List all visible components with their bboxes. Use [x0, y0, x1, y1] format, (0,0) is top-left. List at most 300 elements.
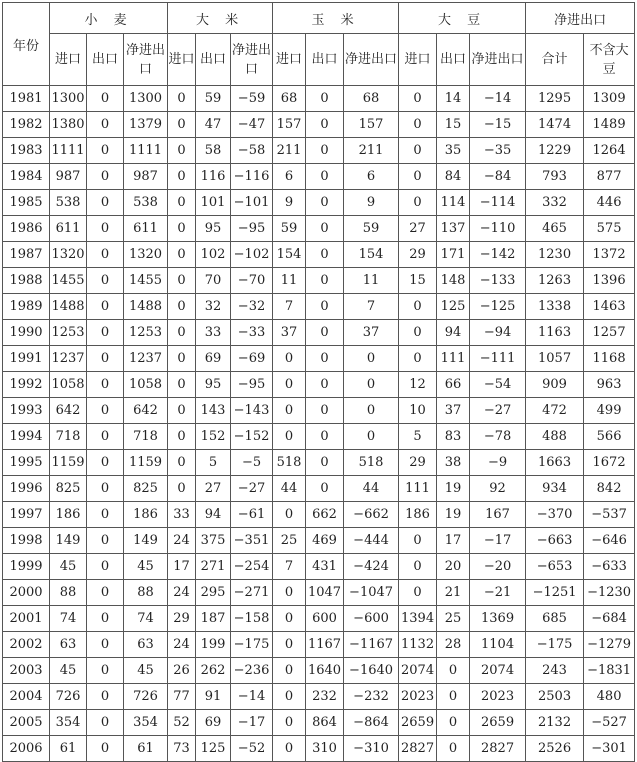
value-cell: 469: [306, 528, 344, 554]
value-cell: 877: [584, 164, 635, 190]
value-cell: 1488: [124, 294, 168, 320]
value-cell: 1163: [526, 320, 584, 346]
value-cell: −9: [470, 450, 526, 476]
value-cell: −351: [231, 528, 273, 554]
value-cell: −32: [231, 294, 273, 320]
value-cell: 21: [437, 580, 470, 606]
value-cell: 0: [168, 268, 196, 294]
value-cell: 987: [124, 164, 168, 190]
value-cell: 17: [168, 554, 196, 580]
value-cell: 0: [273, 606, 306, 632]
value-cell: 44: [344, 476, 399, 502]
value-cell: 0: [306, 190, 344, 216]
value-cell: −864: [344, 710, 399, 736]
value-cell: 102: [196, 242, 231, 268]
value-cell: 864: [306, 710, 344, 736]
value-cell: 0: [273, 502, 306, 528]
value-cell: 111: [437, 346, 470, 372]
value-cell: −310: [344, 736, 399, 762]
value-cell: 0: [87, 710, 124, 736]
header-year: 年份: [3, 3, 50, 86]
value-cell: −1167: [344, 632, 399, 658]
value-cell: −61: [231, 502, 273, 528]
value-cell: 0: [87, 580, 124, 606]
value-cell: 0: [399, 190, 437, 216]
value-cell: 0: [87, 294, 124, 320]
value-cell: −1047: [344, 580, 399, 606]
value-cell: 611: [124, 216, 168, 242]
value-cell: 1168: [584, 346, 635, 372]
value-cell: 91: [196, 684, 231, 710]
value-cell: 0: [306, 242, 344, 268]
value-cell: 0: [87, 86, 124, 112]
year-cell: 1993: [3, 398, 50, 424]
value-cell: 45: [124, 658, 168, 684]
value-cell: 157: [344, 112, 399, 138]
value-cell: 1309: [584, 86, 635, 112]
value-cell: −27: [231, 476, 273, 502]
value-cell: −47: [231, 112, 273, 138]
table-row: [3, 476, 635, 502]
value-cell: 59: [196, 86, 231, 112]
value-cell: 0: [399, 528, 437, 554]
value-cell: −54: [470, 372, 526, 398]
value-cell: 0: [168, 190, 196, 216]
value-cell: 58: [196, 138, 231, 164]
value-cell: −95: [231, 216, 273, 242]
value-cell: −254: [231, 554, 273, 580]
header-rice: 大 米: [168, 3, 273, 34]
value-cell: −70: [231, 268, 273, 294]
value-cell: 0: [168, 450, 196, 476]
grain-trade-table: [2, 2, 635, 762]
value-cell: −684: [584, 606, 635, 632]
year-cell: 1997: [3, 502, 50, 528]
value-cell: 77: [168, 684, 196, 710]
table-row: [3, 580, 635, 606]
table-row: [3, 294, 635, 320]
value-cell: 1253: [50, 320, 87, 346]
value-cell: 0: [306, 294, 344, 320]
value-cell: 0: [306, 398, 344, 424]
value-cell: −653: [526, 554, 584, 580]
value-cell: 25: [273, 528, 306, 554]
value-cell: −1230: [584, 580, 635, 606]
value-cell: 600: [306, 606, 344, 632]
value-cell: 1489: [584, 112, 635, 138]
value-cell: −175: [526, 632, 584, 658]
value-cell: −301: [584, 736, 635, 762]
value-cell: 37: [344, 320, 399, 346]
year-cell: 2000: [3, 580, 50, 606]
subheader-wheat-import: 进口: [50, 34, 87, 86]
value-cell: −69: [231, 346, 273, 372]
value-cell: 0: [273, 710, 306, 736]
value-cell: −17: [470, 528, 526, 554]
value-cell: 0: [306, 346, 344, 372]
value-cell: 0: [87, 684, 124, 710]
table-row: [3, 528, 635, 554]
value-cell: −5: [231, 450, 273, 476]
value-cell: 538: [50, 190, 87, 216]
value-cell: 35: [437, 138, 470, 164]
value-cell: 0: [273, 372, 306, 398]
table-row: [3, 658, 635, 684]
value-cell: 1159: [124, 450, 168, 476]
value-cell: −20: [470, 554, 526, 580]
value-cell: 0: [168, 294, 196, 320]
value-cell: −52: [231, 736, 273, 762]
value-cell: 488: [526, 424, 584, 450]
table-row: [3, 164, 635, 190]
value-cell: 94: [196, 502, 231, 528]
value-cell: 0: [87, 138, 124, 164]
value-cell: 25: [437, 606, 470, 632]
value-cell: 59: [273, 216, 306, 242]
value-cell: 0: [399, 294, 437, 320]
table-row: [3, 346, 635, 372]
value-cell: 0: [87, 606, 124, 632]
value-cell: −646: [584, 528, 635, 554]
table-row: [3, 606, 635, 632]
value-cell: 9: [273, 190, 306, 216]
year-cell: 2001: [3, 606, 50, 632]
year-cell: 1987: [3, 242, 50, 268]
year-cell: 1991: [3, 346, 50, 372]
value-cell: 0: [344, 346, 399, 372]
value-cell: 171: [437, 242, 470, 268]
value-cell: 7: [273, 554, 306, 580]
subheader-corn-import: 进口: [273, 34, 306, 86]
subheader-soy-net: 净进出口: [470, 34, 526, 86]
value-cell: 15: [399, 268, 437, 294]
table-row: [3, 138, 635, 164]
value-cell: 63: [50, 632, 87, 658]
value-cell: 5: [399, 424, 437, 450]
table-row: [3, 710, 635, 736]
value-cell: 1264: [584, 138, 635, 164]
value-cell: 1300: [124, 86, 168, 112]
value-cell: −111: [470, 346, 526, 372]
value-cell: 2827: [399, 736, 437, 762]
value-cell: 1369: [470, 606, 526, 632]
value-cell: −175: [231, 632, 273, 658]
value-cell: 1380: [50, 112, 87, 138]
year-cell: 1999: [3, 554, 50, 580]
value-cell: −232: [344, 684, 399, 710]
value-cell: 1253: [124, 320, 168, 346]
year-cell: 1992: [3, 372, 50, 398]
value-cell: 24: [168, 632, 196, 658]
value-cell: −537: [584, 502, 635, 528]
value-cell: 199: [196, 632, 231, 658]
value-cell: 95: [196, 216, 231, 242]
value-cell: 480: [584, 684, 635, 710]
value-cell: 5: [196, 450, 231, 476]
value-cell: −370: [526, 502, 584, 528]
value-cell: 186: [50, 502, 87, 528]
value-cell: 28: [437, 632, 470, 658]
value-cell: 0: [87, 658, 124, 684]
value-cell: 0: [87, 450, 124, 476]
value-cell: −33: [231, 320, 273, 346]
value-cell: −271: [231, 580, 273, 606]
value-cell: 842: [584, 476, 635, 502]
value-cell: −95: [231, 372, 273, 398]
value-cell: 2023: [399, 684, 437, 710]
value-cell: 74: [50, 606, 87, 632]
subheader-wheat-export: 出口: [87, 34, 124, 86]
value-cell: −27: [470, 398, 526, 424]
subheader-corn-net: 净进出口: [344, 34, 399, 86]
value-cell: −662: [344, 502, 399, 528]
value-cell: 1104: [470, 632, 526, 658]
year-cell: 1985: [3, 190, 50, 216]
value-cell: 7: [344, 294, 399, 320]
value-cell: 70: [196, 268, 231, 294]
value-cell: 38: [437, 450, 470, 476]
value-cell: 125: [196, 736, 231, 762]
value-cell: 211: [273, 138, 306, 164]
subheader-soy-import: 进口: [399, 34, 437, 86]
value-cell: 19: [437, 502, 470, 528]
value-cell: 1229: [526, 138, 584, 164]
value-cell: 446: [584, 190, 635, 216]
value-cell: −15: [470, 112, 526, 138]
value-cell: 9: [344, 190, 399, 216]
value-cell: 0: [344, 372, 399, 398]
header-wheat: 小 麦: [50, 3, 168, 34]
value-cell: −1831: [584, 658, 635, 684]
value-cell: 0: [168, 242, 196, 268]
value-cell: 0: [87, 632, 124, 658]
value-cell: 0: [87, 320, 124, 346]
value-cell: 211: [344, 138, 399, 164]
value-cell: 14: [437, 86, 470, 112]
value-cell: 0: [168, 112, 196, 138]
value-cell: 1057: [526, 346, 584, 372]
value-cell: 45: [50, 658, 87, 684]
value-cell: 934: [526, 476, 584, 502]
value-cell: 101: [196, 190, 231, 216]
value-cell: 68: [273, 86, 306, 112]
value-cell: 0: [87, 346, 124, 372]
value-cell: 2074: [470, 658, 526, 684]
value-cell: 29: [399, 242, 437, 268]
year-cell: 2002: [3, 632, 50, 658]
value-cell: 0: [273, 736, 306, 762]
value-cell: 27: [196, 476, 231, 502]
value-cell: 0: [87, 112, 124, 138]
value-cell: 63: [124, 632, 168, 658]
value-cell: 19: [437, 476, 470, 502]
year-cell: 1995: [3, 450, 50, 476]
year-cell: 1988: [3, 268, 50, 294]
value-cell: 24: [168, 528, 196, 554]
value-cell: −424: [344, 554, 399, 580]
table-row: [3, 372, 635, 398]
value-cell: 0: [306, 372, 344, 398]
value-cell: 149: [50, 528, 87, 554]
value-cell: 6: [273, 164, 306, 190]
value-cell: 0: [306, 268, 344, 294]
value-cell: 0: [87, 164, 124, 190]
value-cell: 271: [196, 554, 231, 580]
value-cell: 310: [306, 736, 344, 762]
value-cell: −78: [470, 424, 526, 450]
value-cell: 10: [399, 398, 437, 424]
value-cell: 0: [87, 476, 124, 502]
subheader-rice-export: 出口: [196, 34, 231, 86]
header-soybean: 大 豆: [399, 3, 526, 34]
value-cell: −236: [231, 658, 273, 684]
value-cell: 1058: [124, 372, 168, 398]
year-cell: 1981: [3, 86, 50, 112]
table-row: [3, 190, 635, 216]
value-cell: 0: [273, 424, 306, 450]
year-cell: 1982: [3, 112, 50, 138]
value-cell: −143: [231, 398, 273, 424]
value-cell: 987: [50, 164, 87, 190]
value-cell: 0: [87, 372, 124, 398]
value-cell: 11: [273, 268, 306, 294]
value-cell: 726: [50, 684, 87, 710]
value-cell: 0: [437, 710, 470, 736]
value-cell: −14: [470, 86, 526, 112]
value-cell: 1394: [399, 606, 437, 632]
value-cell: 154: [273, 242, 306, 268]
value-cell: 1111: [50, 138, 87, 164]
value-cell: −21: [470, 580, 526, 606]
value-cell: 0: [273, 346, 306, 372]
year-cell: 1983: [3, 138, 50, 164]
value-cell: 0: [87, 736, 124, 762]
value-cell: −58: [231, 138, 273, 164]
year-cell: 1998: [3, 528, 50, 554]
value-cell: 74: [124, 606, 168, 632]
value-cell: 59: [344, 216, 399, 242]
value-cell: 0: [273, 632, 306, 658]
value-cell: 0: [87, 528, 124, 554]
value-cell: 0: [168, 346, 196, 372]
subheader-soy-export: 出口: [437, 34, 470, 86]
table-row: [3, 86, 635, 112]
year-cell: 1994: [3, 424, 50, 450]
value-cell: 26: [168, 658, 196, 684]
value-cell: 0: [306, 424, 344, 450]
table-row: [3, 502, 635, 528]
value-cell: 1237: [50, 346, 87, 372]
value-cell: 0: [87, 554, 124, 580]
value-cell: −152: [231, 424, 273, 450]
value-cell: 825: [124, 476, 168, 502]
value-cell: 2526: [526, 736, 584, 762]
value-cell: 73: [168, 736, 196, 762]
table-row: [3, 112, 635, 138]
value-cell: 187: [196, 606, 231, 632]
value-cell: 642: [124, 398, 168, 424]
value-cell: 0: [306, 86, 344, 112]
year-cell: 1986: [3, 216, 50, 242]
value-cell: 154: [344, 242, 399, 268]
value-cell: 92: [470, 476, 526, 502]
value-cell: 0: [306, 138, 344, 164]
value-cell: 2827: [470, 736, 526, 762]
value-cell: 685: [526, 606, 584, 632]
value-cell: 0: [87, 216, 124, 242]
value-cell: 0: [399, 138, 437, 164]
value-cell: 1396: [584, 268, 635, 294]
value-cell: 0: [168, 86, 196, 112]
value-cell: −84: [470, 164, 526, 190]
value-cell: 0: [399, 320, 437, 346]
value-cell: 114: [437, 190, 470, 216]
value-cell: 0: [437, 736, 470, 762]
value-cell: 1640: [306, 658, 344, 684]
value-cell: 24: [168, 580, 196, 606]
value-cell: 167: [470, 502, 526, 528]
value-cell: 27: [399, 216, 437, 242]
value-cell: 662: [306, 502, 344, 528]
value-cell: 111: [399, 476, 437, 502]
value-cell: 0: [399, 346, 437, 372]
value-cell: 0: [168, 138, 196, 164]
value-cell: 0: [87, 424, 124, 450]
value-cell: −110: [470, 216, 526, 242]
value-cell: 45: [50, 554, 87, 580]
value-cell: 472: [526, 398, 584, 424]
value-cell: −102: [231, 242, 273, 268]
value-cell: 575: [584, 216, 635, 242]
value-cell: −125: [470, 294, 526, 320]
value-cell: 2503: [526, 684, 584, 710]
value-cell: −94: [470, 320, 526, 346]
value-cell: 375: [196, 528, 231, 554]
value-cell: −1640: [344, 658, 399, 684]
value-cell: 0: [273, 658, 306, 684]
value-cell: 1338: [526, 294, 584, 320]
value-cell: 0: [306, 320, 344, 346]
value-cell: −116: [231, 164, 273, 190]
value-cell: 137: [437, 216, 470, 242]
table-row: [3, 398, 635, 424]
value-cell: 33: [196, 320, 231, 346]
value-cell: 2132: [526, 710, 584, 736]
value-cell: 718: [50, 424, 87, 450]
value-cell: 2074: [399, 658, 437, 684]
value-cell: 116: [196, 164, 231, 190]
value-cell: 1167: [306, 632, 344, 658]
value-cell: 0: [399, 580, 437, 606]
value-cell: 1257: [584, 320, 635, 346]
value-cell: 148: [437, 268, 470, 294]
value-cell: −35: [470, 138, 526, 164]
value-cell: 66: [437, 372, 470, 398]
value-cell: 611: [50, 216, 87, 242]
value-cell: 20: [437, 554, 470, 580]
value-cell: 1663: [526, 450, 584, 476]
value-cell: 354: [50, 710, 87, 736]
value-cell: 0: [437, 658, 470, 684]
value-cell: 61: [50, 736, 87, 762]
value-cell: 1372: [584, 242, 635, 268]
value-cell: 17: [437, 528, 470, 554]
value-cell: 44: [273, 476, 306, 502]
value-cell: 143: [196, 398, 231, 424]
value-cell: −633: [584, 554, 635, 580]
value-cell: −142: [470, 242, 526, 268]
value-cell: 125: [437, 294, 470, 320]
